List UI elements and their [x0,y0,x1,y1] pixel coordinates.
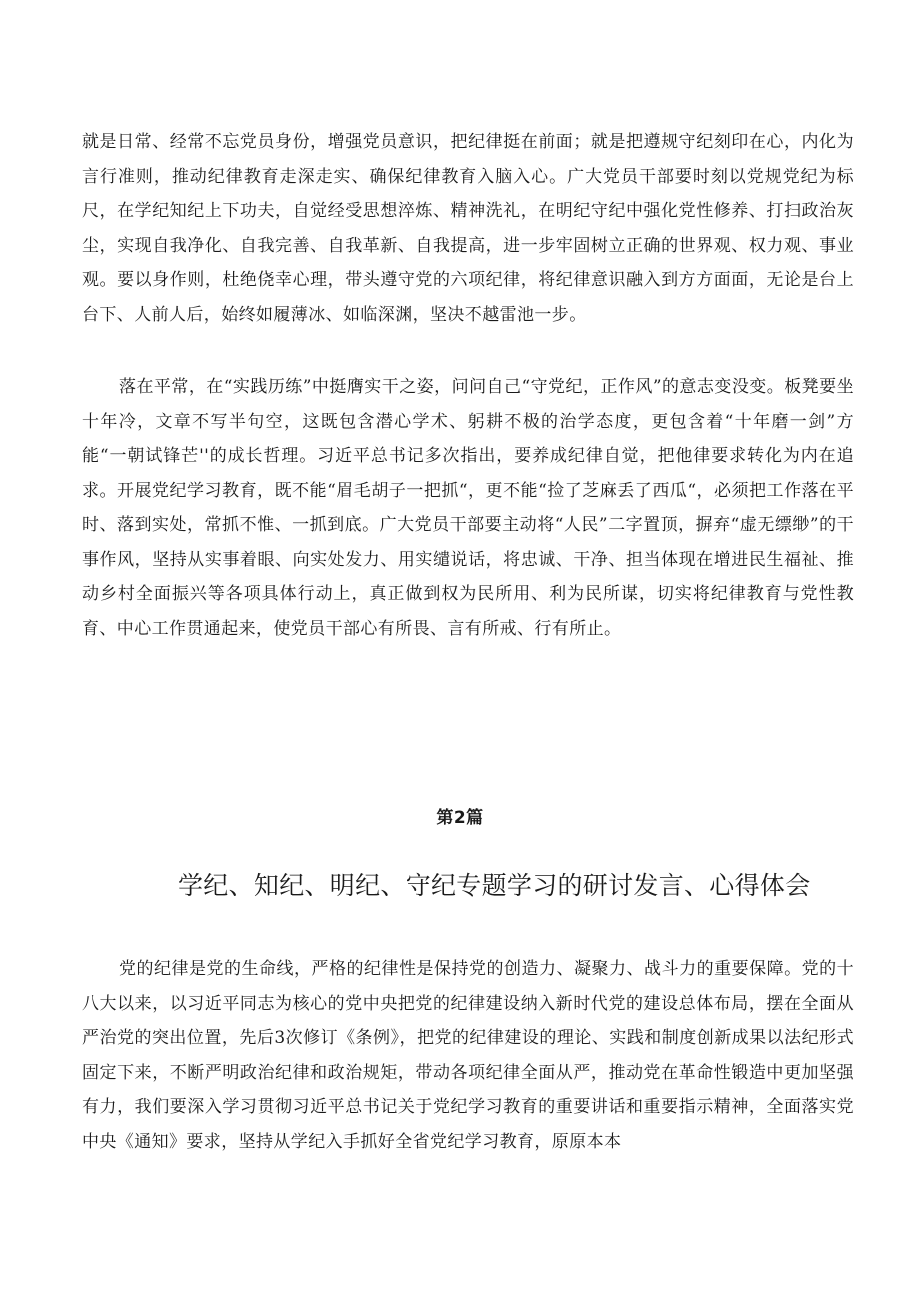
body-paragraph-3: 党的纪律是党的生命线，严格的纪律性是保持党的创造力、凝聚力、战斗力的重要保障。党的十八大以来，以习近平同志为核心的党中央把党的纪律建设纳入新时代党的建设总体布局，摆在全面从严治党的突出位置，先后3次修订《条例》，把党的纪律建设的理论、实践和制度创新成果以法纪形式固定下来，不断严明政治纪律和政治规矩，带动各项纪律全面从严，推动党在革命性锻造中更加坚强有力，我们要深入学习贯彻习近平总书记关于党纪学习教育的重要讲话和重要指示精神，全面落实党中央《通知》要求，坚持从学纪入手抓好全省党纪学习教育，原原本本 [82,959,854,1152]
body-paragraph-1: 就是日常、经常不忘党员身份，增强党员意识，把纪律挺在前面；就是把遵规守纪刻印在心，内化为言行准则，推动纪律教育走深走实、确保纪律教育入脑入心。广大党员干部要时刻以党规党纪为标尺，在学纪知纪上下功夫，自觉经受思想淬炼、精神洗礼，在明纪守纪中强化党性修养、打扫政治灰尘，实现自我净化、自我完善、自我革新、自我提高，进一步牢固树立正确的世界观、权力观、事业观。要以身作则，杜绝侥幸心理，带头遵守党的六项纪律，将纪律意识融入到方方面面，无论是台上台下、人前人后，始终如履薄冰、如临深渊，坚决不越雷池一步。 [82,132,854,325]
section-title: 学纪、知纪、明纪、守纪专题学习的研讨发言、心得体会 [178,871,811,900]
body-paragraph-2: 落在平常，在“实践历练”中挺膺实干之姿，问问自己“守党纪，正作风”的意志变没变。板凳要坐十年冷，文章不写半句空，这既包含潜心学术、躬耕不极的治学态度，更包含着“十年磨一剑”方能“一朝试锋芒''的成长哲理。习近平总书记多次指出，要养成纪律自觉，把他律要求转化为内在追求。开展党纪学习教育，既不能“眉毛胡子一把抓“，更不能“捡了芝麻丢了西瓜“，必须把工作落在平时、落到实处，常抓不惟、一抓到底。广大党员干部要主动将“人民”二字置顶，摒弃“虚无缥缈”的干事作风，坚持从实事着眼、向实处发力、用实缱说话，将忠诚、干净、担当体现在增进民生福祉、推动乡村全面振兴等各项具体行动上，真正做到权为民所用、利为民所谋，切实将纪律教育与党性教育、中心工作贯通起来，使党员干部心有所畏、言有所戒、行有所止。 [82,377,854,639]
chapter-label: 第2篇 [436,808,484,828]
